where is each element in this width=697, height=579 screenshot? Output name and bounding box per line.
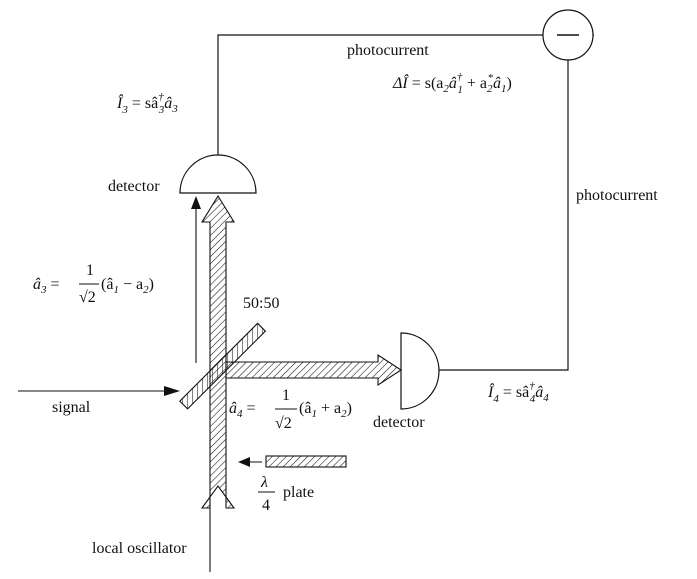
a4-numerator: 1 <box>282 387 290 404</box>
beam-horizontal <box>226 355 401 385</box>
photocurrent-label-top: photocurrent <box>347 42 429 59</box>
I4-equation: $Î_4$ = sâ† $4â_4$ <box>488 380 549 405</box>
a3-arrowhead-icon <box>191 196 201 209</box>
lambda-over-4 <box>258 474 275 514</box>
detector-right-icon <box>401 333 439 409</box>
detector-label-top: detector <box>108 178 160 195</box>
plate-arrowhead-icon <box>238 457 250 467</box>
photocurrent-label-right: photocurrent <box>576 187 658 204</box>
a3-denominator: √2 <box>79 289 96 306</box>
signal-arrowhead-icon <box>164 386 180 396</box>
a4-denominator: √2 <box>275 415 292 432</box>
svg-text:(â1 + a2): $(â_1 + a_2)$ <box>299 400 352 420</box>
a4-equation <box>229 387 352 432</box>
quarter-wave-plate <box>266 456 346 467</box>
a3-numerator: 1 <box>86 262 94 279</box>
beam-splitter-label: 50:50 <box>243 295 280 312</box>
plate-label: plate <box>283 484 315 501</box>
lambda-numerator: λ <box>261 474 268 491</box>
svg-text:(â1 − a2): $(â_1 - a_2)$ <box>101 276 154 296</box>
detector-label-right: detector <box>373 414 425 431</box>
delta-I-equation: ΔÎ = $s(a_2â^\dagger$ $1 + a_2*â_1$) <box>393 71 512 96</box>
local-oscillator-label: local oscillator <box>92 540 187 557</box>
lambda-denominator: 4 <box>262 497 270 514</box>
svg-text:â3 =: $â_3$ = <box>33 276 60 296</box>
detector-top-icon <box>180 155 256 193</box>
a3-equation <box>33 262 154 306</box>
I3-equation: $Î_3$ = sâ† $3â_3$ <box>117 91 178 116</box>
svg-text:â4 =: $â_4$ = <box>229 400 256 420</box>
signal-label: signal <box>52 399 91 416</box>
